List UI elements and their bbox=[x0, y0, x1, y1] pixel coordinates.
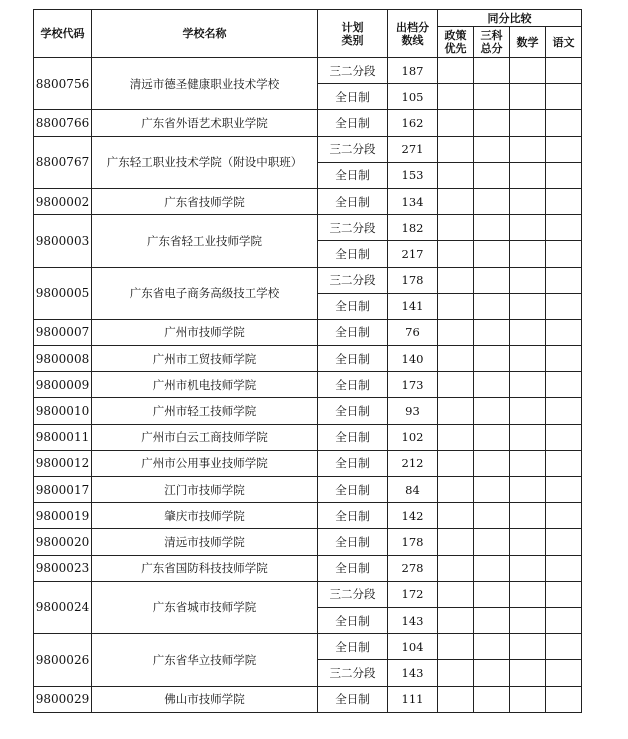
math-cell bbox=[510, 267, 546, 293]
table-header bbox=[34, 10, 582, 58]
header-three-subject-total bbox=[474, 27, 510, 58]
school-code-cell: 8800767 bbox=[34, 136, 92, 188]
school-code-cell: 8800756 bbox=[34, 58, 92, 110]
plan-type-cell: 三二分段 bbox=[318, 136, 388, 162]
score-line-cell: 104 bbox=[388, 634, 438, 660]
score-line-cell: 278 bbox=[388, 555, 438, 581]
plan-type-cell: 三二分段 bbox=[318, 215, 388, 241]
school-code-cell: 9800026 bbox=[34, 634, 92, 686]
table-row bbox=[34, 581, 582, 607]
math-cell bbox=[510, 634, 546, 660]
plan-type-cell: 全日制 bbox=[318, 607, 388, 633]
header-policy-priority bbox=[438, 27, 474, 58]
school-name-cell: 广州市公用事业技师学院 bbox=[92, 450, 318, 476]
math-cell bbox=[510, 424, 546, 450]
table-row bbox=[34, 686, 582, 712]
plan-type-cell: 三二分段 bbox=[318, 267, 388, 293]
table-row bbox=[34, 634, 582, 660]
math-cell bbox=[510, 555, 546, 581]
policy-priority-cell bbox=[438, 136, 474, 162]
school-name-cell: 广东省城市技师学院 bbox=[92, 581, 318, 633]
chinese-cell bbox=[546, 555, 582, 581]
math-cell bbox=[510, 319, 546, 345]
policy-priority-cell bbox=[438, 110, 474, 136]
three-subject-total-cell bbox=[474, 293, 510, 319]
chinese-cell bbox=[546, 346, 582, 372]
table-row bbox=[34, 398, 582, 424]
score-line-cell: 93 bbox=[388, 398, 438, 424]
school-name-cell: 广州市白云工商技师学院 bbox=[92, 424, 318, 450]
school-name-cell: 广东省国防科技技师学院 bbox=[92, 555, 318, 581]
score-line-cell: 217 bbox=[388, 241, 438, 267]
school-name-cell: 广州市工贸技师学院 bbox=[92, 346, 318, 372]
policy-priority-cell bbox=[438, 398, 474, 424]
chinese-cell bbox=[546, 581, 582, 607]
three-subject-total-cell bbox=[474, 607, 510, 633]
school-name-cell: 广东省华立技师学院 bbox=[92, 634, 318, 686]
chinese-cell bbox=[546, 529, 582, 555]
school-code-cell: 9800019 bbox=[34, 503, 92, 529]
table-row bbox=[34, 477, 582, 503]
chinese-cell bbox=[546, 398, 582, 424]
score-line-cell: 76 bbox=[388, 319, 438, 345]
table-row bbox=[34, 188, 582, 214]
table-row bbox=[34, 555, 582, 581]
admission-score-table bbox=[33, 9, 582, 713]
score-line-cell: 105 bbox=[388, 84, 438, 110]
score-line-cell: 178 bbox=[388, 529, 438, 555]
chinese-cell bbox=[546, 424, 582, 450]
score-line-cell: 172 bbox=[388, 581, 438, 607]
header-three-subject-line2: 总分 bbox=[480, 42, 503, 55]
chinese-cell bbox=[546, 660, 582, 686]
plan-type-cell: 全日制 bbox=[318, 398, 388, 424]
school-code-cell: 9800017 bbox=[34, 477, 92, 503]
policy-priority-cell bbox=[438, 581, 474, 607]
chinese-cell bbox=[546, 215, 582, 241]
policy-priority-cell bbox=[438, 319, 474, 345]
score-line-cell: 142 bbox=[388, 503, 438, 529]
table-row bbox=[34, 346, 582, 372]
policy-priority-cell bbox=[438, 555, 474, 581]
school-code-cell: 9800024 bbox=[34, 581, 92, 633]
policy-priority-cell bbox=[438, 529, 474, 555]
plan-type-cell: 全日制 bbox=[318, 477, 388, 503]
score-line-cell: 140 bbox=[388, 346, 438, 372]
header-chinese: 语文 bbox=[546, 27, 582, 58]
school-code-cell: 9800002 bbox=[34, 188, 92, 214]
chinese-cell bbox=[546, 293, 582, 319]
school-code-cell: 9800009 bbox=[34, 372, 92, 398]
policy-priority-cell bbox=[438, 241, 474, 267]
chinese-cell bbox=[546, 634, 582, 660]
header-three-subject-line1: 三科 bbox=[480, 29, 503, 42]
three-subject-total-cell bbox=[474, 529, 510, 555]
plan-type-cell: 全日制 bbox=[318, 529, 388, 555]
math-cell bbox=[510, 241, 546, 267]
chinese-cell bbox=[546, 188, 582, 214]
score-line-cell: 84 bbox=[388, 477, 438, 503]
policy-priority-cell bbox=[438, 267, 474, 293]
chinese-cell bbox=[546, 450, 582, 476]
score-line-cell: 212 bbox=[388, 450, 438, 476]
policy-priority-cell bbox=[438, 503, 474, 529]
table-row bbox=[34, 215, 582, 241]
plan-type-cell: 全日制 bbox=[318, 424, 388, 450]
chinese-cell bbox=[546, 503, 582, 529]
header-policy-line2: 优先 bbox=[444, 42, 467, 55]
three-subject-total-cell bbox=[474, 503, 510, 529]
school-code-cell: 9800005 bbox=[34, 267, 92, 319]
table-row bbox=[34, 58, 582, 84]
school-name-cell: 广东省轻工业技师学院 bbox=[92, 215, 318, 267]
math-cell bbox=[510, 686, 546, 712]
header-school-code: 学校代码 bbox=[34, 10, 92, 58]
math-cell bbox=[510, 503, 546, 529]
policy-priority-cell bbox=[438, 293, 474, 319]
plan-type-cell: 全日制 bbox=[318, 372, 388, 398]
three-subject-total-cell bbox=[474, 162, 510, 188]
table-row bbox=[34, 424, 582, 450]
three-subject-total-cell bbox=[474, 110, 510, 136]
policy-priority-cell bbox=[438, 84, 474, 110]
math-cell bbox=[510, 450, 546, 476]
policy-priority-cell bbox=[438, 686, 474, 712]
school-name-cell: 广东省外语艺术职业学院 bbox=[92, 110, 318, 136]
math-cell bbox=[510, 58, 546, 84]
school-code-cell: 9800020 bbox=[34, 529, 92, 555]
chinese-cell bbox=[546, 607, 582, 633]
school-name-cell: 广东省电子商务高级技工学校 bbox=[92, 267, 318, 319]
score-line-cell: 153 bbox=[388, 162, 438, 188]
header-score-line bbox=[388, 10, 438, 58]
three-subject-total-cell bbox=[474, 634, 510, 660]
chinese-cell bbox=[546, 110, 582, 136]
school-code-cell: 9800008 bbox=[34, 346, 92, 372]
table-row bbox=[34, 110, 582, 136]
header-plan-type-line2: 类别 bbox=[341, 33, 364, 47]
table-row bbox=[34, 136, 582, 162]
score-line-cell: 187 bbox=[388, 58, 438, 84]
header-tie-compare: 同分比较 bbox=[438, 10, 582, 27]
three-subject-total-cell bbox=[474, 686, 510, 712]
score-line-cell: 143 bbox=[388, 660, 438, 686]
school-name-cell: 广州市机电技师学院 bbox=[92, 372, 318, 398]
school-name-cell: 江门市技师学院 bbox=[92, 477, 318, 503]
chinese-cell bbox=[546, 241, 582, 267]
three-subject-total-cell bbox=[474, 241, 510, 267]
score-line-cell: 102 bbox=[388, 424, 438, 450]
school-code-cell: 9800007 bbox=[34, 319, 92, 345]
school-code-cell: 9800023 bbox=[34, 555, 92, 581]
plan-type-cell: 全日制 bbox=[318, 450, 388, 476]
score-line-cell: 173 bbox=[388, 372, 438, 398]
math-cell bbox=[510, 398, 546, 424]
three-subject-total-cell bbox=[474, 372, 510, 398]
score-line-cell: 143 bbox=[388, 607, 438, 633]
math-cell bbox=[510, 660, 546, 686]
header-plan-type bbox=[318, 10, 388, 58]
math-cell bbox=[510, 84, 546, 110]
three-subject-total-cell bbox=[474, 267, 510, 293]
math-cell bbox=[510, 477, 546, 503]
header-policy-line1: 政策 bbox=[444, 29, 467, 42]
three-subject-total-cell bbox=[474, 188, 510, 214]
three-subject-total-cell bbox=[474, 477, 510, 503]
plan-type-cell: 全日制 bbox=[318, 555, 388, 581]
table-row bbox=[34, 267, 582, 293]
chinese-cell bbox=[546, 162, 582, 188]
plan-type-cell: 全日制 bbox=[318, 162, 388, 188]
school-name-cell: 广东省技师学院 bbox=[92, 188, 318, 214]
plan-type-cell: 全日制 bbox=[318, 686, 388, 712]
policy-priority-cell bbox=[438, 450, 474, 476]
policy-priority-cell bbox=[438, 215, 474, 241]
header-score-line2: 数线 bbox=[401, 33, 424, 47]
three-subject-total-cell bbox=[474, 319, 510, 345]
policy-priority-cell bbox=[438, 58, 474, 84]
school-name-cell: 清远市技师学院 bbox=[92, 529, 318, 555]
math-cell bbox=[510, 581, 546, 607]
plan-type-cell: 三二分段 bbox=[318, 58, 388, 84]
score-line-cell: 182 bbox=[388, 215, 438, 241]
three-subject-total-cell bbox=[474, 660, 510, 686]
header-school-name: 学校名称 bbox=[92, 10, 318, 58]
chinese-cell bbox=[546, 477, 582, 503]
header-plan-type-line1: 计划 bbox=[341, 20, 364, 34]
table-row bbox=[34, 372, 582, 398]
plan-type-cell: 全日制 bbox=[318, 241, 388, 267]
school-code-cell: 9800011 bbox=[34, 424, 92, 450]
score-line-cell: 111 bbox=[388, 686, 438, 712]
table-body bbox=[34, 58, 582, 713]
chinese-cell bbox=[546, 372, 582, 398]
chinese-cell bbox=[546, 136, 582, 162]
header-math: 数学 bbox=[510, 27, 546, 58]
three-subject-total-cell bbox=[474, 58, 510, 84]
chinese-cell bbox=[546, 84, 582, 110]
plan-type-cell: 全日制 bbox=[318, 503, 388, 529]
header-score-line1: 出档分 bbox=[396, 20, 429, 34]
score-line-cell: 178 bbox=[388, 267, 438, 293]
school-code-cell: 9800029 bbox=[34, 686, 92, 712]
math-cell bbox=[510, 372, 546, 398]
school-code-cell: 8800766 bbox=[34, 110, 92, 136]
school-name-cell: 广州市轻工技师学院 bbox=[92, 398, 318, 424]
score-line-cell: 141 bbox=[388, 293, 438, 319]
plan-type-cell: 三二分段 bbox=[318, 581, 388, 607]
policy-priority-cell bbox=[438, 188, 474, 214]
math-cell bbox=[510, 346, 546, 372]
table-row bbox=[34, 450, 582, 476]
table-row bbox=[34, 319, 582, 345]
score-line-cell: 134 bbox=[388, 188, 438, 214]
school-name-cell: 肇庆市技师学院 bbox=[92, 503, 318, 529]
chinese-cell bbox=[546, 267, 582, 293]
math-cell bbox=[510, 162, 546, 188]
policy-priority-cell bbox=[438, 162, 474, 188]
math-cell bbox=[510, 188, 546, 214]
three-subject-total-cell bbox=[474, 555, 510, 581]
policy-priority-cell bbox=[438, 424, 474, 450]
school-code-cell: 9800010 bbox=[34, 398, 92, 424]
chinese-cell bbox=[546, 319, 582, 345]
math-cell bbox=[510, 110, 546, 136]
policy-priority-cell bbox=[438, 660, 474, 686]
plan-type-cell: 三二分段 bbox=[318, 660, 388, 686]
table-row bbox=[34, 503, 582, 529]
school-name-cell: 广州市技师学院 bbox=[92, 319, 318, 345]
plan-type-cell: 全日制 bbox=[318, 319, 388, 345]
three-subject-total-cell bbox=[474, 398, 510, 424]
score-line-cell: 271 bbox=[388, 136, 438, 162]
school-name-cell: 广东轻工职业技术学院（附设中职班） bbox=[92, 136, 318, 188]
math-cell bbox=[510, 607, 546, 633]
three-subject-total-cell bbox=[474, 581, 510, 607]
policy-priority-cell bbox=[438, 372, 474, 398]
policy-priority-cell bbox=[438, 634, 474, 660]
plan-type-cell: 全日制 bbox=[318, 293, 388, 319]
three-subject-total-cell bbox=[474, 450, 510, 476]
three-subject-total-cell bbox=[474, 84, 510, 110]
three-subject-total-cell bbox=[474, 215, 510, 241]
table-row bbox=[34, 529, 582, 555]
policy-priority-cell bbox=[438, 346, 474, 372]
plan-type-cell: 全日制 bbox=[318, 634, 388, 660]
chinese-cell bbox=[546, 58, 582, 84]
math-cell bbox=[510, 215, 546, 241]
school-name-cell: 佛山市技师学院 bbox=[92, 686, 318, 712]
three-subject-total-cell bbox=[474, 346, 510, 372]
math-cell bbox=[510, 529, 546, 555]
chinese-cell bbox=[546, 686, 582, 712]
plan-type-cell: 全日制 bbox=[318, 110, 388, 136]
three-subject-total-cell bbox=[474, 136, 510, 162]
policy-priority-cell bbox=[438, 607, 474, 633]
school-code-cell: 9800012 bbox=[34, 450, 92, 476]
score-line-cell: 162 bbox=[388, 110, 438, 136]
policy-priority-cell bbox=[438, 477, 474, 503]
school-code-cell: 9800003 bbox=[34, 215, 92, 267]
plan-type-cell: 全日制 bbox=[318, 188, 388, 214]
plan-type-cell: 全日制 bbox=[318, 346, 388, 372]
plan-type-cell: 全日制 bbox=[318, 84, 388, 110]
three-subject-total-cell bbox=[474, 424, 510, 450]
school-name-cell: 清远市德圣健康职业技术学校 bbox=[92, 58, 318, 110]
math-cell bbox=[510, 293, 546, 319]
math-cell bbox=[510, 136, 546, 162]
